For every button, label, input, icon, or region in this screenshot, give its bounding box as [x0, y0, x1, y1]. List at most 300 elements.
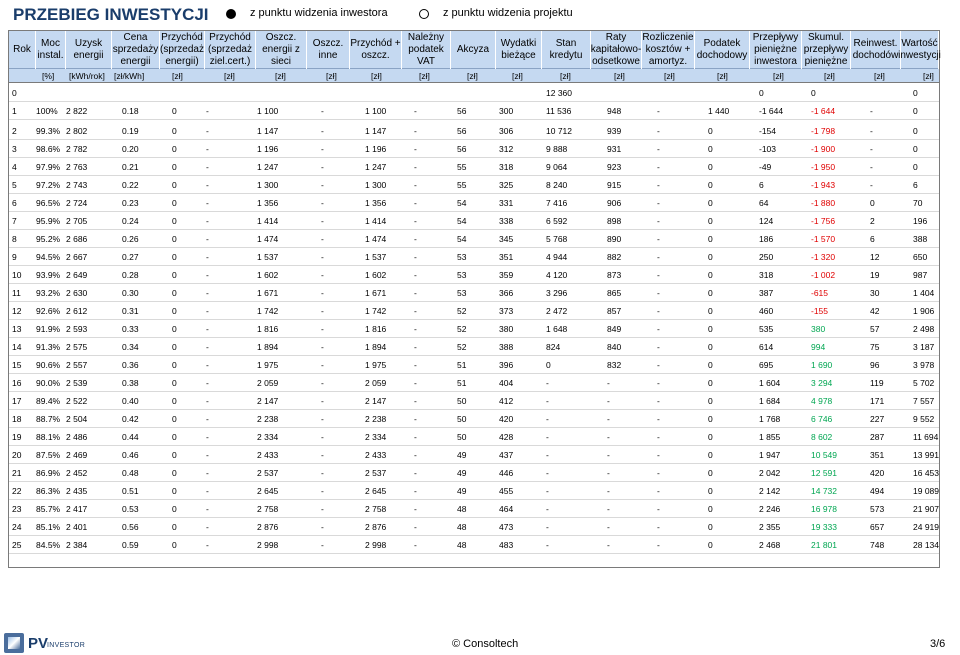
table-cell: 1 147 [365, 126, 387, 136]
column-unit: [zł] [614, 71, 625, 81]
table-cell: 54 [457, 234, 467, 244]
table-cell: - [546, 540, 549, 550]
table-cell: 849 [607, 324, 622, 334]
table-cell: 51 [457, 360, 467, 370]
table-row [9, 483, 939, 500]
table-cell: 96 [870, 360, 880, 370]
table-cell: 48 [457, 540, 467, 550]
column-unit: [zł] [560, 71, 571, 81]
table-cell: 87.5% [36, 450, 61, 460]
column-header: Moc instal. [36, 31, 66, 69]
table-cell: - [206, 396, 209, 406]
table-cell: 21 907 [913, 504, 939, 514]
table-cell: 52 [457, 324, 467, 334]
table-cell: 11 694 [913, 432, 939, 442]
table-cell: 0 [870, 198, 875, 208]
table-cell: - [657, 468, 660, 478]
table-cell: 1 440 [708, 106, 730, 116]
table-cell: - [607, 450, 610, 460]
table-cell: 17 [12, 396, 22, 406]
table-cell: - [414, 106, 417, 116]
table-cell: 1 404 [913, 288, 935, 298]
table-cell: 6 [870, 234, 875, 244]
table-cell: - [657, 288, 660, 298]
table-cell: 10 712 [546, 126, 572, 136]
table-cell: 1 300 [257, 180, 279, 190]
table-cell: 3 978 [913, 360, 935, 370]
table-cell: 0 [708, 216, 713, 226]
table-cell: 171 [870, 396, 885, 406]
table-row [9, 447, 939, 464]
table-cell: - [870, 144, 873, 154]
column-unit: [zł] [923, 71, 934, 81]
table-cell: - [657, 486, 660, 496]
table-cell: - [206, 450, 209, 460]
table-cell: 70 [913, 198, 923, 208]
table-cell: 98.6% [36, 144, 61, 154]
table-cell: 5 768 [546, 234, 568, 244]
table-cell: 1 474 [365, 234, 387, 244]
table-cell: -1 644 [811, 106, 836, 116]
table-cell: - [206, 324, 209, 334]
table-cell: 16 [12, 378, 22, 388]
table-cell: -103 [759, 144, 777, 154]
table-cell: 0 [172, 522, 177, 532]
table-cell: 931 [607, 144, 622, 154]
table-cell: - [321, 216, 324, 226]
table-cell: -1 880 [811, 198, 836, 208]
table-cell: 494 [870, 486, 885, 496]
table-cell: 2 645 [365, 486, 387, 496]
table-cell: 0 [913, 126, 918, 136]
table-cell: 1 537 [365, 252, 387, 262]
table-cell: 0 [172, 306, 177, 316]
table-cell: - [321, 198, 324, 208]
table-cell: - [657, 360, 660, 370]
table-cell: - [321, 522, 324, 532]
table-cell: 0.31 [122, 306, 139, 316]
table-cell: - [657, 270, 660, 280]
column-header: Przychód + oszcz. [350, 31, 402, 69]
table-cell: - [206, 432, 209, 442]
table-cell: 2 498 [913, 324, 935, 334]
table-cell: -1 900 [811, 144, 836, 154]
table-cell: - [321, 360, 324, 370]
table-cell: 412 [499, 396, 514, 406]
table-cell: 0 [708, 378, 713, 388]
column-unit: [zł] [467, 71, 478, 81]
table-cell: 473 [499, 522, 514, 532]
table-cell: 404 [499, 378, 514, 388]
table-cell: 19 333 [811, 522, 837, 532]
table-cell: - [546, 378, 549, 388]
table-cell: 2 417 [66, 504, 88, 514]
table-cell: 75 [870, 342, 880, 352]
table-cell: 2 630 [66, 288, 88, 298]
table-cell: -1 950 [811, 162, 836, 172]
table-cell: 446 [499, 468, 514, 478]
table-cell: 23 [12, 504, 22, 514]
column-header: Wartość inwestycji [901, 31, 939, 69]
table-cell: - [321, 234, 324, 244]
table-cell: 2 557 [66, 360, 88, 370]
table-cell: - [546, 522, 549, 532]
table-cell: - [414, 540, 417, 550]
table-cell: 11 536 [546, 106, 572, 116]
table-cell: 48 [457, 504, 467, 514]
table-cell: 396 [499, 360, 514, 370]
table-cell: - [657, 324, 660, 334]
table-cell: - [414, 360, 417, 370]
table-cell: 99.3% [36, 126, 61, 136]
table-cell: - [321, 396, 324, 406]
table-cell: 9 064 [546, 162, 568, 172]
table-cell: 0.36 [122, 360, 139, 370]
table-cell: - [607, 414, 610, 424]
table-cell: 19 [12, 432, 22, 442]
table-cell: - [657, 180, 660, 190]
table-cell: 939 [607, 126, 622, 136]
table-cell: 0 [172, 468, 177, 478]
table-cell: 0 [708, 504, 713, 514]
table-cell: 9 [12, 252, 17, 262]
table-cell: 91.3% [36, 342, 61, 352]
table-cell: 0 [708, 450, 713, 460]
table-cell: 460 [759, 306, 774, 316]
table-cell: 351 [499, 252, 514, 262]
table-cell: 0.28 [122, 270, 139, 280]
table-cell: - [206, 306, 209, 316]
column-header: Stan kredytu [542, 31, 591, 69]
table-cell: 0 [708, 234, 713, 244]
column-unit: [zł] [419, 71, 430, 81]
table-row [9, 249, 939, 266]
table-cell: 0.46 [122, 450, 139, 460]
table-cell: 124 [759, 216, 774, 226]
table-cell: 18 [12, 414, 22, 424]
table-cell: - [657, 540, 660, 550]
column-header: Raty kapitałowo-odsetkowe [590, 32, 642, 67]
table-cell: 1 100 [365, 106, 387, 116]
table-cell: 1 671 [257, 288, 279, 298]
table-row [9, 537, 939, 554]
table-cell: 2 758 [257, 504, 279, 514]
table-cell: 2 504 [66, 414, 88, 424]
table-cell: 0 [172, 324, 177, 334]
table-row [9, 429, 939, 446]
table-cell: - [657, 106, 660, 116]
table-cell: 2 822 [66, 106, 88, 116]
table-cell: - [607, 540, 610, 550]
table-cell: 0 [708, 396, 713, 406]
table-cell: - [870, 126, 873, 136]
table-cell: - [657, 450, 660, 460]
table-cell: 53 [457, 270, 467, 280]
table-cell: 14 [12, 342, 22, 352]
table-cell: 2 758 [365, 504, 387, 514]
table-cell: 614 [759, 342, 774, 352]
table-cell: 49 [457, 486, 467, 496]
table-cell: 1 196 [365, 144, 387, 154]
table-cell: 2 539 [66, 378, 88, 388]
table-cell: 22 [12, 486, 22, 496]
table-cell: 1 147 [257, 126, 279, 136]
table-cell: - [321, 252, 324, 262]
table-cell: 55 [457, 162, 467, 172]
table-cell: 52 [457, 342, 467, 352]
table-cell: - [546, 450, 549, 460]
table-cell: - [206, 468, 209, 478]
table-cell: - [321, 144, 324, 154]
table-cell: 388 [499, 342, 514, 352]
table-cell: -1 320 [811, 252, 836, 262]
table-cell: 1 894 [365, 342, 387, 352]
table-cell: 1 356 [365, 198, 387, 208]
table-cell: 12 360 [546, 88, 572, 98]
table-cell: 1 855 [759, 432, 781, 442]
table-cell: 0 [708, 540, 713, 550]
table-cell: - [414, 144, 417, 154]
column-header: Podatek dochodowy [695, 31, 750, 69]
table-row [9, 141, 939, 158]
table-cell: 331 [499, 198, 514, 208]
table-cell: 1 247 [257, 162, 279, 172]
footer [0, 626, 960, 655]
table-cell: 573 [870, 504, 885, 514]
table-cell: -155 [811, 306, 829, 316]
table-cell: 91.9% [36, 324, 61, 334]
table-cell: 16 453 [913, 468, 939, 478]
column-unit: [kWh/rok] [69, 71, 105, 81]
table-cell: 1 975 [365, 360, 387, 370]
table-cell: 1 684 [759, 396, 781, 406]
logo-pv-text: PV [28, 635, 49, 652]
table-row [9, 123, 939, 140]
table-cell: 0 [708, 198, 713, 208]
table-cell: 2 537 [257, 468, 279, 478]
table-row [9, 285, 939, 302]
table-cell: 0 [172, 270, 177, 280]
column-header: Wydatki bieżące [496, 31, 542, 69]
table-cell: 0.48 [122, 468, 139, 478]
table-cell: - [414, 162, 417, 172]
table-cell: - [607, 468, 610, 478]
table-cell: - [414, 126, 417, 136]
table-cell: 0.24 [122, 216, 139, 226]
table-cell: -154 [759, 126, 777, 136]
table-cell: - [657, 342, 660, 352]
column-header: Akcyza [451, 31, 496, 69]
table-cell: 325 [499, 180, 514, 190]
table-cell: 0 [913, 106, 918, 116]
table-cell: 52 [457, 306, 467, 316]
table-row [9, 85, 939, 102]
table-cell: 0 [708, 288, 713, 298]
table-cell: 84.5% [36, 540, 61, 550]
column-header: Oszcz. inne [307, 31, 350, 69]
table-cell: 1 947 [759, 450, 781, 460]
table-cell: - [607, 504, 610, 514]
table-cell: - [206, 504, 209, 514]
table-cell: 2 998 [257, 540, 279, 550]
table-cell: 0.22 [122, 180, 139, 190]
table-cell: 2 059 [257, 378, 279, 388]
table-cell: 2 667 [66, 252, 88, 262]
table-cell: 2 334 [365, 432, 387, 442]
table-cell: 0 [708, 342, 713, 352]
table-cell: 2 998 [365, 540, 387, 550]
table-cell: 2 401 [66, 522, 88, 532]
table-cell: - [206, 126, 209, 136]
table-cell: 535 [759, 324, 774, 334]
table-cell: 5 [12, 180, 17, 190]
table-cell: 19 089 [913, 486, 939, 496]
table-cell: - [870, 180, 873, 190]
table-cell: 0.21 [122, 162, 139, 172]
table-cell: - [414, 234, 417, 244]
table-cell: 987 [913, 270, 928, 280]
table-cell: 0.23 [122, 198, 139, 208]
table-cell: 1 816 [365, 324, 387, 334]
table-cell: 9 888 [546, 144, 568, 154]
table-row [9, 303, 939, 320]
table-cell: 86.9% [36, 468, 61, 478]
table-cell: 30 [870, 288, 880, 298]
table-cell: 2 469 [66, 450, 88, 460]
table-cell: 16 978 [811, 504, 837, 514]
column-unit: [zł] [664, 71, 675, 81]
table-cell: - [414, 288, 417, 298]
table-cell: - [414, 342, 417, 352]
table-cell: 21 801 [811, 540, 837, 550]
table-cell: 56 [457, 144, 467, 154]
table-cell: 1 975 [257, 360, 279, 370]
column-unit: [zł/kWh] [114, 71, 145, 81]
table-cell: - [414, 216, 417, 226]
table-cell: - [607, 486, 610, 496]
table-cell: 0 [172, 288, 177, 298]
table-cell: 2 876 [365, 522, 387, 532]
table-cell: 0 [913, 162, 918, 172]
table-cell: 1 [12, 106, 17, 116]
table-cell: 0.30 [122, 288, 139, 298]
table-cell: 0 [759, 88, 764, 98]
table-cell: 100% [36, 106, 58, 116]
table-cell: 1 906 [913, 306, 935, 316]
table-cell: 0.38 [122, 378, 139, 388]
column-unit: [zł] [824, 71, 835, 81]
table-cell: 2 142 [759, 486, 781, 496]
table-cell: 6 746 [811, 414, 833, 424]
table-cell: 1 602 [365, 270, 387, 280]
table-cell: - [607, 432, 610, 442]
radio-investor-view[interactable] [226, 9, 236, 19]
table-cell: - [414, 180, 417, 190]
table-cell: 6 [913, 180, 918, 190]
table-cell: 4 944 [546, 252, 568, 262]
table-cell: 0.33 [122, 324, 139, 334]
table-cell: 1 100 [257, 106, 279, 116]
table-cell: - [206, 180, 209, 190]
table-cell: 28 134 [913, 540, 939, 550]
table-cell: 19 [870, 270, 880, 280]
table-cell: 695 [759, 360, 774, 370]
table-cell: 1 300 [365, 180, 387, 190]
table-cell: 2 355 [759, 522, 781, 532]
column-unit: [zł] [773, 71, 784, 81]
table-cell: 12 [12, 306, 22, 316]
table-cell: - [414, 306, 417, 316]
table-cell: 994 [811, 342, 826, 352]
table-cell: - [321, 450, 324, 460]
table-cell: 2 [12, 126, 17, 136]
table-cell: 287 [870, 432, 885, 442]
table-cell: - [546, 504, 549, 514]
table-cell: 0 [708, 468, 713, 478]
table-cell: 50 [457, 414, 467, 424]
column-unit: [zł] [326, 71, 337, 81]
table-cell: 56 [457, 106, 467, 116]
table-cell: 0.56 [122, 522, 139, 532]
table-cell: 0 [172, 432, 177, 442]
table-cell: 88.1% [36, 432, 61, 442]
table-cell: - [414, 270, 417, 280]
table-cell: - [546, 396, 549, 406]
table-cell: 95.9% [36, 216, 61, 226]
table-cell: 25 [12, 540, 22, 550]
table-cell: 1 474 [257, 234, 279, 244]
table-cell: - [321, 106, 324, 116]
table-cell: 0.27 [122, 252, 139, 262]
investment-table [8, 30, 940, 568]
table-cell: 42 [870, 306, 880, 316]
table-cell: 0 [172, 450, 177, 460]
table-cell: 0 [172, 540, 177, 550]
radio-project-view-label[interactable]: z punktu widzenia projektu [443, 7, 573, 19]
table-cell: 2 649 [66, 270, 88, 280]
table-cell: 10 [12, 270, 22, 280]
table-cell: 0 [172, 252, 177, 262]
table-cell: 0.40 [122, 396, 139, 406]
table-cell: 9 552 [913, 414, 935, 424]
table-cell: 455 [499, 486, 514, 496]
table-cell: 0 [172, 234, 177, 244]
table-cell: 57 [870, 324, 880, 334]
table-cell: 832 [607, 360, 622, 370]
table-cell: 2 384 [66, 540, 88, 550]
table-cell: 85.1% [36, 522, 61, 532]
radio-project-view[interactable] [419, 9, 429, 19]
table-cell: 0.18 [122, 106, 139, 116]
table-row [9, 411, 939, 428]
column-unit: [zł] [224, 71, 235, 81]
table-row [9, 267, 939, 284]
table-cell: 2 486 [66, 432, 88, 442]
table-cell: - [414, 252, 417, 262]
table-cell: 7 [12, 216, 17, 226]
table-cell: 3 296 [546, 288, 568, 298]
radio-investor-view-label[interactable]: z punktu widzenia inwestora [250, 7, 388, 19]
table-cell: 0 [172, 126, 177, 136]
table-row [9, 231, 939, 248]
table-cell: 0 [708, 144, 713, 154]
table-cell: - [206, 378, 209, 388]
table-cell: 89.4% [36, 396, 61, 406]
table-cell: 840 [607, 342, 622, 352]
table-cell: 227 [870, 414, 885, 424]
table-cell: - [657, 126, 660, 136]
table-cell: - [321, 486, 324, 496]
